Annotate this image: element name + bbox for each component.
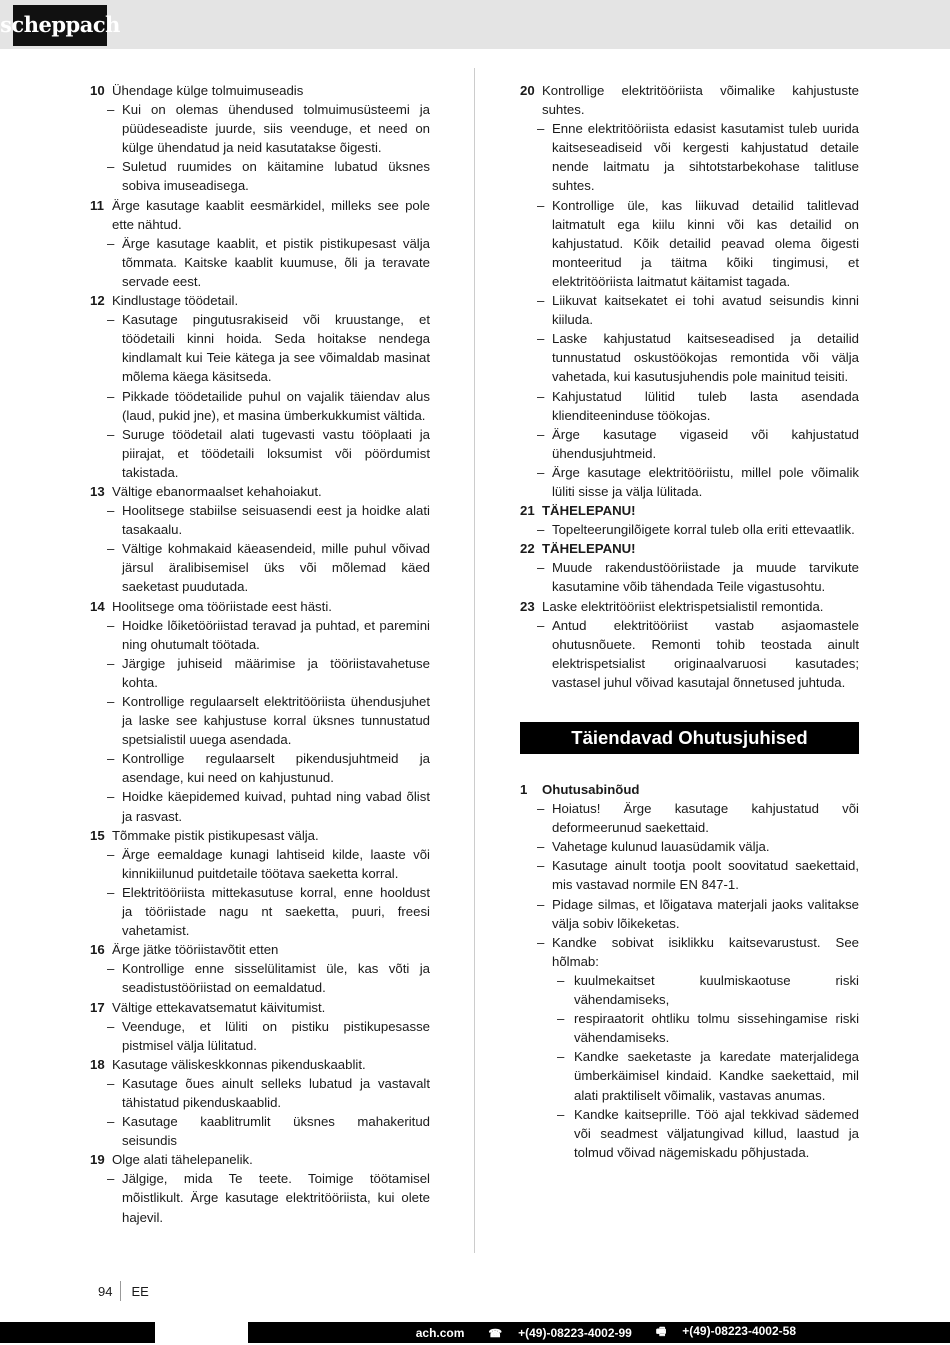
item-text: Hoolitsege stabiilse seisuasendi eest ja hoidke alati tasakaalu.	[122, 503, 430, 538]
dash-bullet: –	[107, 1114, 115, 1130]
bullet-item	[90, 883, 430, 940]
bullet-item	[90, 234, 430, 291]
bullet-item	[90, 787, 430, 825]
numbered-item	[520, 81, 859, 119]
item-text: Vältige kohmakaid käeasendeid, mille puhul võivad järsul äralibisemisel üks või mõlemad käed saeketast puudutada.	[122, 541, 430, 595]
bottom-contact-bar	[248, 1322, 950, 1343]
item-text: Laske kahjustatud kaitseseadised ja detailid tunnustatud oskustöökojas remontida või välja vahetada, kui kasutusjuhendis pole mainitud teisiti.	[552, 331, 859, 385]
dash-bullet: –	[107, 312, 115, 328]
item-text: Vältige ebanormaalset kehahoiakut.	[112, 483, 322, 499]
item-text: Ärge jätke tööriistavõtit etten	[112, 942, 279, 958]
bullet-item	[520, 291, 859, 329]
numbered-item	[90, 1055, 430, 1074]
bullet-item	[520, 119, 859, 195]
item-text: Kasutage ainult tootja poolt soovitatud saekettaid, mis vastavad normile EN 847-1.	[552, 858, 859, 893]
item-text: Vältige ettekavatsematut käivitumist.	[112, 999, 326, 1015]
item-text: Ärge eemaldage kunagi lahtiseid kilde, laaste või kinnikiilunud puitdetaile töötava saeketta korral.	[122, 846, 430, 881]
item-number: 14	[90, 598, 105, 614]
bullet-item	[520, 933, 859, 971]
item-number: 16	[90, 942, 105, 958]
item-number: 21	[520, 503, 535, 519]
dash-bullet: –	[107, 388, 115, 404]
dash-bullet: –	[537, 617, 545, 633]
fax-contact	[644, 1323, 796, 1342]
dash-bullet: –	[537, 121, 545, 137]
dash-bullet: –	[537, 560, 545, 576]
numbered-item	[520, 780, 859, 799]
bullet-item	[520, 196, 859, 291]
item-text: Enne elektritööriista edasist kasutamist tuleb uurida kaitseseadiseid või kergesti kahjustatud detaile nende laitmatu ja sihtotstarbekohase talitluse suhtes.	[552, 121, 859, 194]
numbered-item	[90, 597, 430, 616]
item-text: Kahjustatud lülitid tuleb lasta asendada klienditeeninduse töökojas.	[552, 388, 859, 423]
bullet-item	[520, 425, 859, 463]
footer-separator	[120, 1281, 121, 1301]
nested-bullet-item	[520, 1047, 859, 1104]
item-text: Kontrollige regulaarselt elektritööriista ühendusjuhet ja laske see kahjustuse korral üksnes tunnustatud spetsialistil uuega asendada.	[122, 694, 430, 748]
bullet-item	[90, 310, 430, 386]
item-number: 12	[90, 293, 105, 309]
scheppach-logo: scheppach	[13, 5, 107, 46]
dash-bullet: –	[537, 896, 545, 912]
dash-bullet: –	[557, 1011, 565, 1027]
bullet-item	[520, 387, 859, 425]
dash-bullet: –	[537, 331, 545, 347]
item-text: Järgige juhiseid määrimise ja tööriistavahetuse kohta.	[122, 655, 430, 690]
item-text: Suruge töödetail alati tugevasti vastu tööplaati ja piirajat, et töödetaili loksumist või pöördumist takistada.	[122, 426, 430, 480]
bullet-item	[90, 425, 430, 482]
bullet-item	[90, 100, 430, 157]
item-number: 15	[90, 827, 105, 843]
item-text: Suletud ruumides on käitamine lubatud üksnes sobiva imuseadisega.	[122, 159, 430, 194]
dash-bullet: –	[537, 934, 545, 950]
fax-icon: 🖷	[655, 1326, 667, 1338]
item-text: Kasutage kaablitrumlit üksnes mahakeritud seisundis	[122, 1114, 430, 1149]
bullet-item	[90, 1112, 430, 1150]
item-number: 20	[520, 83, 535, 98]
item-text: Jälgige, mida Te teete. Toimige töötamisel mõistlikult. Ärge kasutage elektritööriista, kui olete hajevil.	[122, 1171, 430, 1225]
item-text: Kontrollige enne sisselülitamist üle, kas võti ja seadistustööriistad on eemaldatud.	[122, 961, 430, 996]
dash-bullet: –	[107, 751, 115, 767]
dash-bullet: –	[107, 235, 115, 251]
item-text: Muude rakendustööriistade ja muude tarvikute kasutamine võib tähendada Teile vigastusohtu.	[552, 560, 859, 595]
dash-bullet: –	[537, 522, 545, 538]
item-text: Kontrollige elektritööriista võimalike kahjustuste suhtes.	[542, 83, 859, 118]
item-text: Liikuvat kaitsekatet ei tohi avatud seisundis kinni kiiluda.	[552, 293, 859, 328]
bullet-item	[520, 799, 859, 837]
dash-bullet: –	[107, 1171, 115, 1187]
page-footer	[98, 1281, 149, 1301]
item-text: Antud elektritööriist vastab asjaomastele ohutusnõuete. Remonti tohib teostada ainult elektrispetsialist originaalvaruosi kasutades; vastasel juhul võivad kasutajal õnnetused juhtuda.	[552, 617, 859, 690]
numbered-item	[90, 826, 430, 845]
bullet-item	[90, 1074, 430, 1112]
right-column	[520, 81, 859, 1162]
item-number: 23	[520, 598, 535, 614]
item-number: 10	[90, 83, 105, 98]
bullet-item	[90, 845, 430, 883]
numbered-item	[520, 501, 859, 520]
item-text: Ohutusabinõud	[542, 782, 640, 797]
item-text: Kandke saeketaste ja karedate materjalidega ümberkäimisel kindaid. Kandke saekettaid, mil alati praktiliselt võimalik, vastavas anumas.	[574, 1049, 859, 1103]
dash-bullet: –	[107, 655, 115, 671]
bullet-item	[90, 692, 430, 749]
bullet-item	[90, 654, 430, 692]
bullet-item	[520, 895, 859, 933]
nested-bullet-item	[520, 971, 859, 1009]
column-divider	[474, 68, 475, 1253]
bullet-item	[520, 837, 859, 856]
dash-bullet: –	[537, 388, 545, 404]
dash-bullet: –	[537, 426, 545, 442]
dash-bullet: –	[537, 839, 545, 855]
bullet-item	[520, 616, 859, 692]
dash-bullet: –	[107, 159, 115, 175]
item-text: Kandke sobivat isiklikku kaitsevarustust. See hõlmab:	[552, 934, 859, 969]
item-number: 13	[90, 483, 105, 499]
bullet-item	[520, 558, 859, 596]
dash-bullet: –	[107, 102, 115, 118]
item-text: Ärge kasutage kaablit eesmärkidel, milleks see pole ette nähtud.	[112, 197, 430, 232]
bullet-item	[90, 749, 430, 787]
item-number: 19	[90, 1152, 105, 1168]
item-text: TÄHELEPANU!	[542, 503, 636, 519]
numbered-item	[90, 291, 430, 310]
dash-bullet: –	[537, 197, 545, 213]
item-text: TÄHELEPANU!	[542, 541, 636, 557]
dash-bullet: –	[107, 541, 115, 557]
item-text: Hoolitsege oma tööriistade eest hästi.	[112, 598, 332, 614]
bullet-item	[90, 616, 430, 654]
dash-bullet: –	[537, 858, 545, 874]
fax-number: +(49)-08223-4002-58	[682, 1324, 796, 1338]
page-header	[0, 0, 950, 49]
item-text: Kontrollige üle, kas liikuvad detailid talitlevad laitmatult ega kiilu kinni või kas detailid on kahjustatud. Kõik detailid peavad olema õigesti monteeritud ja täitma kõiki tingimusi, et elektritööriista laitmatut käitamist tagada.	[552, 197, 859, 289]
nested-bullet-item	[520, 1105, 859, 1162]
dash-bullet: –	[557, 1049, 565, 1065]
bullet-item	[520, 463, 859, 501]
item-text: Kasutage väliskeskkonnas pikenduskaablit.	[112, 1056, 366, 1072]
dash-bullet: –	[107, 884, 115, 900]
bottom-bar-left	[0, 1322, 155, 1343]
item-text: Kontrollige regulaarselt pikendusjuhtmeid ja asendage, kui need on kahjustunud.	[122, 751, 430, 786]
item-number: 22	[520, 541, 535, 557]
item-number: 17	[90, 999, 105, 1015]
item-text: Ühendage külge tolmuimuseadis	[112, 83, 304, 98]
item-number: 1	[520, 782, 528, 797]
phone-icon: ☎	[488, 1327, 503, 1340]
item-number: 11	[90, 197, 104, 213]
item-text: Ärge kasutage kaablit, et pistik pistikupesast välja tõmmata. Kaitske kaablit kuumuse, õli ja teravate servade eest.	[122, 235, 430, 289]
item-text: Elektritööriista mittekasutuse korral, enne hooldust ja tööriistade nagu nt saeketta, puuri, freesi vahetamist.	[122, 884, 430, 939]
dash-bullet: –	[537, 801, 545, 817]
item-text: Kandke kaitseprille. Töö ajal tekkivad sädemed või seadmest väljatungivad killud, laastud ja tolmud võivad nägemiskadu põhjustada.	[574, 1106, 859, 1160]
numbered-item	[520, 539, 859, 558]
dash-bullet: –	[107, 789, 115, 805]
bullet-item	[520, 520, 859, 539]
item-text: Pidage silmas, et lõigatava materjali jaoks valitakse välja sobiv lõikeketas.	[552, 896, 859, 931]
item-text: Hoidke käepidemed kuivad, puhtad ning vabad õlist ja rasvast.	[122, 789, 430, 824]
numbered-item	[90, 196, 430, 234]
bullet-item	[520, 329, 859, 386]
nested-bullet-item	[520, 1009, 859, 1047]
language-code: EE	[131, 1283, 149, 1299]
numbered-item	[90, 998, 430, 1017]
dash-bullet: –	[107, 1018, 115, 1034]
dash-bullet: –	[557, 1106, 565, 1122]
item-text: Kasutage õues ainult selleks lubatud ja vastavalt tähistatud pikenduskaablid.	[122, 1075, 430, 1110]
numbered-item	[90, 81, 430, 100]
bullet-item	[90, 1169, 430, 1226]
item-text: Laske elektritööriist elektrispetsialistil remontida.	[542, 598, 824, 614]
item-text: Kasutage pingutusrakiseid või kruustange, et töödetaili kinni hoida. Seda hoitakse nendega kindlamalt kui Teie kätega ja see võimaldab masinat mõlema käega käsitseda.	[122, 312, 430, 385]
item-number: 18	[90, 1056, 105, 1072]
numbered-item	[520, 597, 859, 616]
phone-contact	[476, 1326, 631, 1340]
bullet-item	[90, 1017, 430, 1055]
item-text: Kindlustage töödetail.	[112, 293, 239, 309]
dash-bullet: –	[557, 972, 565, 988]
dash-bullet: –	[107, 426, 115, 442]
numbered-item	[90, 940, 430, 959]
dash-bullet: –	[107, 694, 115, 709]
item-text: Hoidke lõiketööriistad teravad ja puhtad, et paremini ning ohutumalt töötada.	[122, 617, 430, 652]
item-text: Hoiatus! Ärge kasutage kahjustatud või deformeerunud saekettaid.	[552, 801, 859, 836]
item-text: respiraatorit ohtliku tolmu sissehingamise riski vähendamiseks.	[574, 1011, 859, 1046]
item-text: Olge alati tähelepanelik.	[112, 1152, 253, 1168]
phone-number: +(49)-08223-4002-99	[518, 1325, 632, 1340]
dash-bullet: –	[107, 846, 115, 862]
website-link[interactable]: ach.com	[415, 1325, 465, 1340]
dash-bullet: –	[107, 1075, 115, 1091]
bullet-item	[90, 387, 430, 425]
item-text: Kui on olemas ühendused tolmuimusüsteemi ja püüdeseadiste juurde, siis veenduge, et need on külge ühendatud ja neid kasutatakse õigesti.	[122, 102, 430, 156]
item-text: Vahetage kulunud lauasüdamik välja.	[552, 839, 770, 855]
item-text: kuulmekaitset kuulmiskaotuse riski vähendamiseks,	[574, 972, 859, 1008]
bullet-item	[90, 157, 430, 195]
bullet-item	[520, 856, 859, 894]
left-column	[90, 81, 430, 1227]
dash-bullet: –	[107, 617, 115, 633]
section-title: Täiendavad Ohutusjuhised	[520, 722, 859, 754]
item-text: Ärge kasutage vigaseid või kahjustatud ühendusjuhtmeid.	[552, 426, 859, 461]
dash-bullet: –	[107, 503, 115, 519]
item-text: Tõmmake pistik pistikupesast välja.	[112, 827, 319, 843]
numbered-item	[90, 482, 430, 501]
numbered-item	[90, 1150, 430, 1169]
dash-bullet: –	[107, 961, 115, 977]
bullet-item	[90, 501, 430, 539]
bullet-item	[90, 959, 430, 997]
bullet-item	[90, 539, 430, 596]
item-text: Pikkade töödetailide puhul on vajalik täiendav alus (laud, pukid jne), et masina ümberkukkumist vältida.	[122, 388, 430, 423]
item-text: Topelteerungilõigete korral tuleb olla eriti ettevaatlik.	[552, 522, 855, 538]
item-text: Veenduge, et lüliti on pistiku pistikupesasse pistmisel välja lülitatud.	[122, 1018, 430, 1053]
item-text: Ärge kasutage elektritööriistu, millel pole võimalik lüliti sisse ja välja lülitada.	[552, 464, 859, 499]
dash-bullet: –	[537, 293, 545, 309]
dash-bullet: –	[537, 464, 545, 480]
page-number: 94	[98, 1283, 113, 1299]
